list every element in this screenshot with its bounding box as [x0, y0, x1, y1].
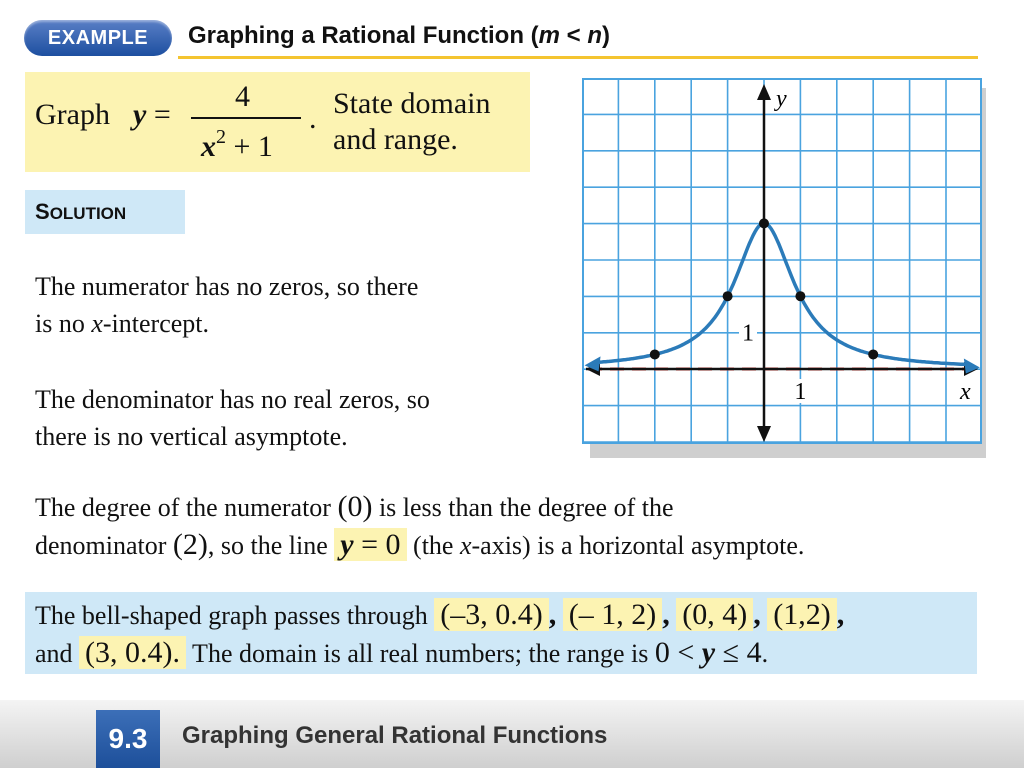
title-prefix: Graphing a Rational Function ( — [188, 22, 539, 49]
rational-function-graph — [582, 78, 982, 444]
comma-2: , — [662, 598, 670, 631]
x-tick-label: 1 — [794, 379, 807, 405]
para2-line2: there is no vertical asymptote. — [35, 422, 348, 451]
title-suffix: ) — [602, 22, 611, 49]
point-5: (3, 0.4). — [79, 636, 186, 669]
paragraph-numerator — [35, 268, 418, 342]
x-axis-label: x — [960, 379, 971, 405]
para3-l1-val: (0) — [337, 490, 373, 523]
equals-sign: = — [146, 98, 171, 131]
y-equals — [133, 98, 171, 132]
data-point — [650, 349, 660, 359]
para3-l2-post1: (the — [406, 531, 460, 560]
para3-l1-post: is less than the degree of the — [372, 493, 674, 522]
fraction-numerator: 4 — [235, 80, 250, 113]
comma-3: , — [753, 598, 761, 631]
state-line-1: State domain — [333, 87, 491, 120]
paragraph-summary — [35, 596, 844, 672]
para3-x: x — [459, 531, 472, 560]
data-point — [723, 291, 733, 301]
title-m: m — [538, 22, 561, 49]
para4-line1 — [35, 596, 844, 634]
para3-line1 — [35, 488, 804, 526]
comma-4: , — [836, 598, 845, 631]
y-var: y — [133, 98, 147, 131]
solution-box — [25, 190, 185, 234]
para3-l2-post2: -axis) is a horizontal asymptote. — [471, 531, 805, 560]
y-axis-label: y — [776, 86, 787, 112]
para4-pre: The bell-shaped graph passes through — [35, 601, 435, 630]
den-x: x — [201, 130, 216, 163]
range-y: y — [701, 636, 716, 669]
para2-line1: The denominator has no real zeros, so — [35, 385, 430, 414]
problem-box — [25, 72, 530, 172]
section-title: Graphing General Rational Functions — [182, 722, 608, 749]
state-line-2: and range. — [333, 123, 458, 156]
paragraph-degree — [35, 488, 804, 564]
header-rule — [178, 56, 978, 59]
example-badge: EXAMPLE — [24, 20, 172, 56]
solution-label — [35, 199, 126, 225]
range-end: . — [761, 639, 769, 668]
page-title — [188, 22, 610, 50]
para3-l2-val: (2) — [172, 528, 208, 561]
den-rest: + 1 — [226, 130, 273, 163]
point-1: (–3, 0.4) — [434, 598, 548, 631]
asym-rest: = 0 — [353, 528, 401, 561]
range-0: 0 < — [654, 636, 702, 669]
range-le: ≤ 4 — [715, 636, 762, 669]
point-4: (1,2) — [767, 598, 836, 631]
para1-line2 — [35, 305, 418, 342]
title-n: n — [587, 22, 603, 49]
asym-y: y — [340, 528, 354, 561]
para4-line2 — [35, 634, 844, 672]
para1-line1: The numerator has no zeros, so there — [35, 272, 419, 301]
comma-1: , — [548, 598, 557, 631]
graph-word: Graph — [35, 98, 110, 131]
fraction-bar — [191, 117, 301, 119]
period: . — [309, 102, 317, 135]
title-lt: < — [560, 22, 588, 49]
graph-background — [582, 78, 982, 444]
para4-mid: The domain is all real numbers; the range is — [186, 639, 655, 668]
fraction-denominator — [201, 126, 273, 164]
y-tick-label: 1 — [742, 320, 754, 347]
solution-rest: OLUTION — [49, 204, 127, 223]
section-number-badge: 9.3 — [96, 710, 160, 768]
para1-post: -intercept. — [102, 309, 209, 338]
asymptote-equation — [334, 528, 406, 561]
paragraph-denominator — [35, 381, 430, 455]
para3-line2 — [35, 526, 804, 564]
state-domain-range — [333, 86, 490, 158]
data-point — [795, 291, 805, 301]
point-2: (– 1, 2) — [563, 598, 662, 631]
para3-l1-pre: The degree of the numerator — [35, 493, 338, 522]
data-point — [759, 218, 769, 228]
para4-and: and — [35, 639, 80, 668]
point-3: (0, 4) — [676, 598, 753, 631]
data-point — [868, 349, 878, 359]
para1-pre: is no — [35, 309, 92, 338]
para3-l2-pre: denominator — [35, 531, 173, 560]
para3-l2-mid: , so the line — [207, 531, 335, 560]
para1-x: x — [91, 309, 103, 338]
solution-first: S — [35, 199, 50, 224]
den-exponent: 2 — [216, 126, 226, 148]
